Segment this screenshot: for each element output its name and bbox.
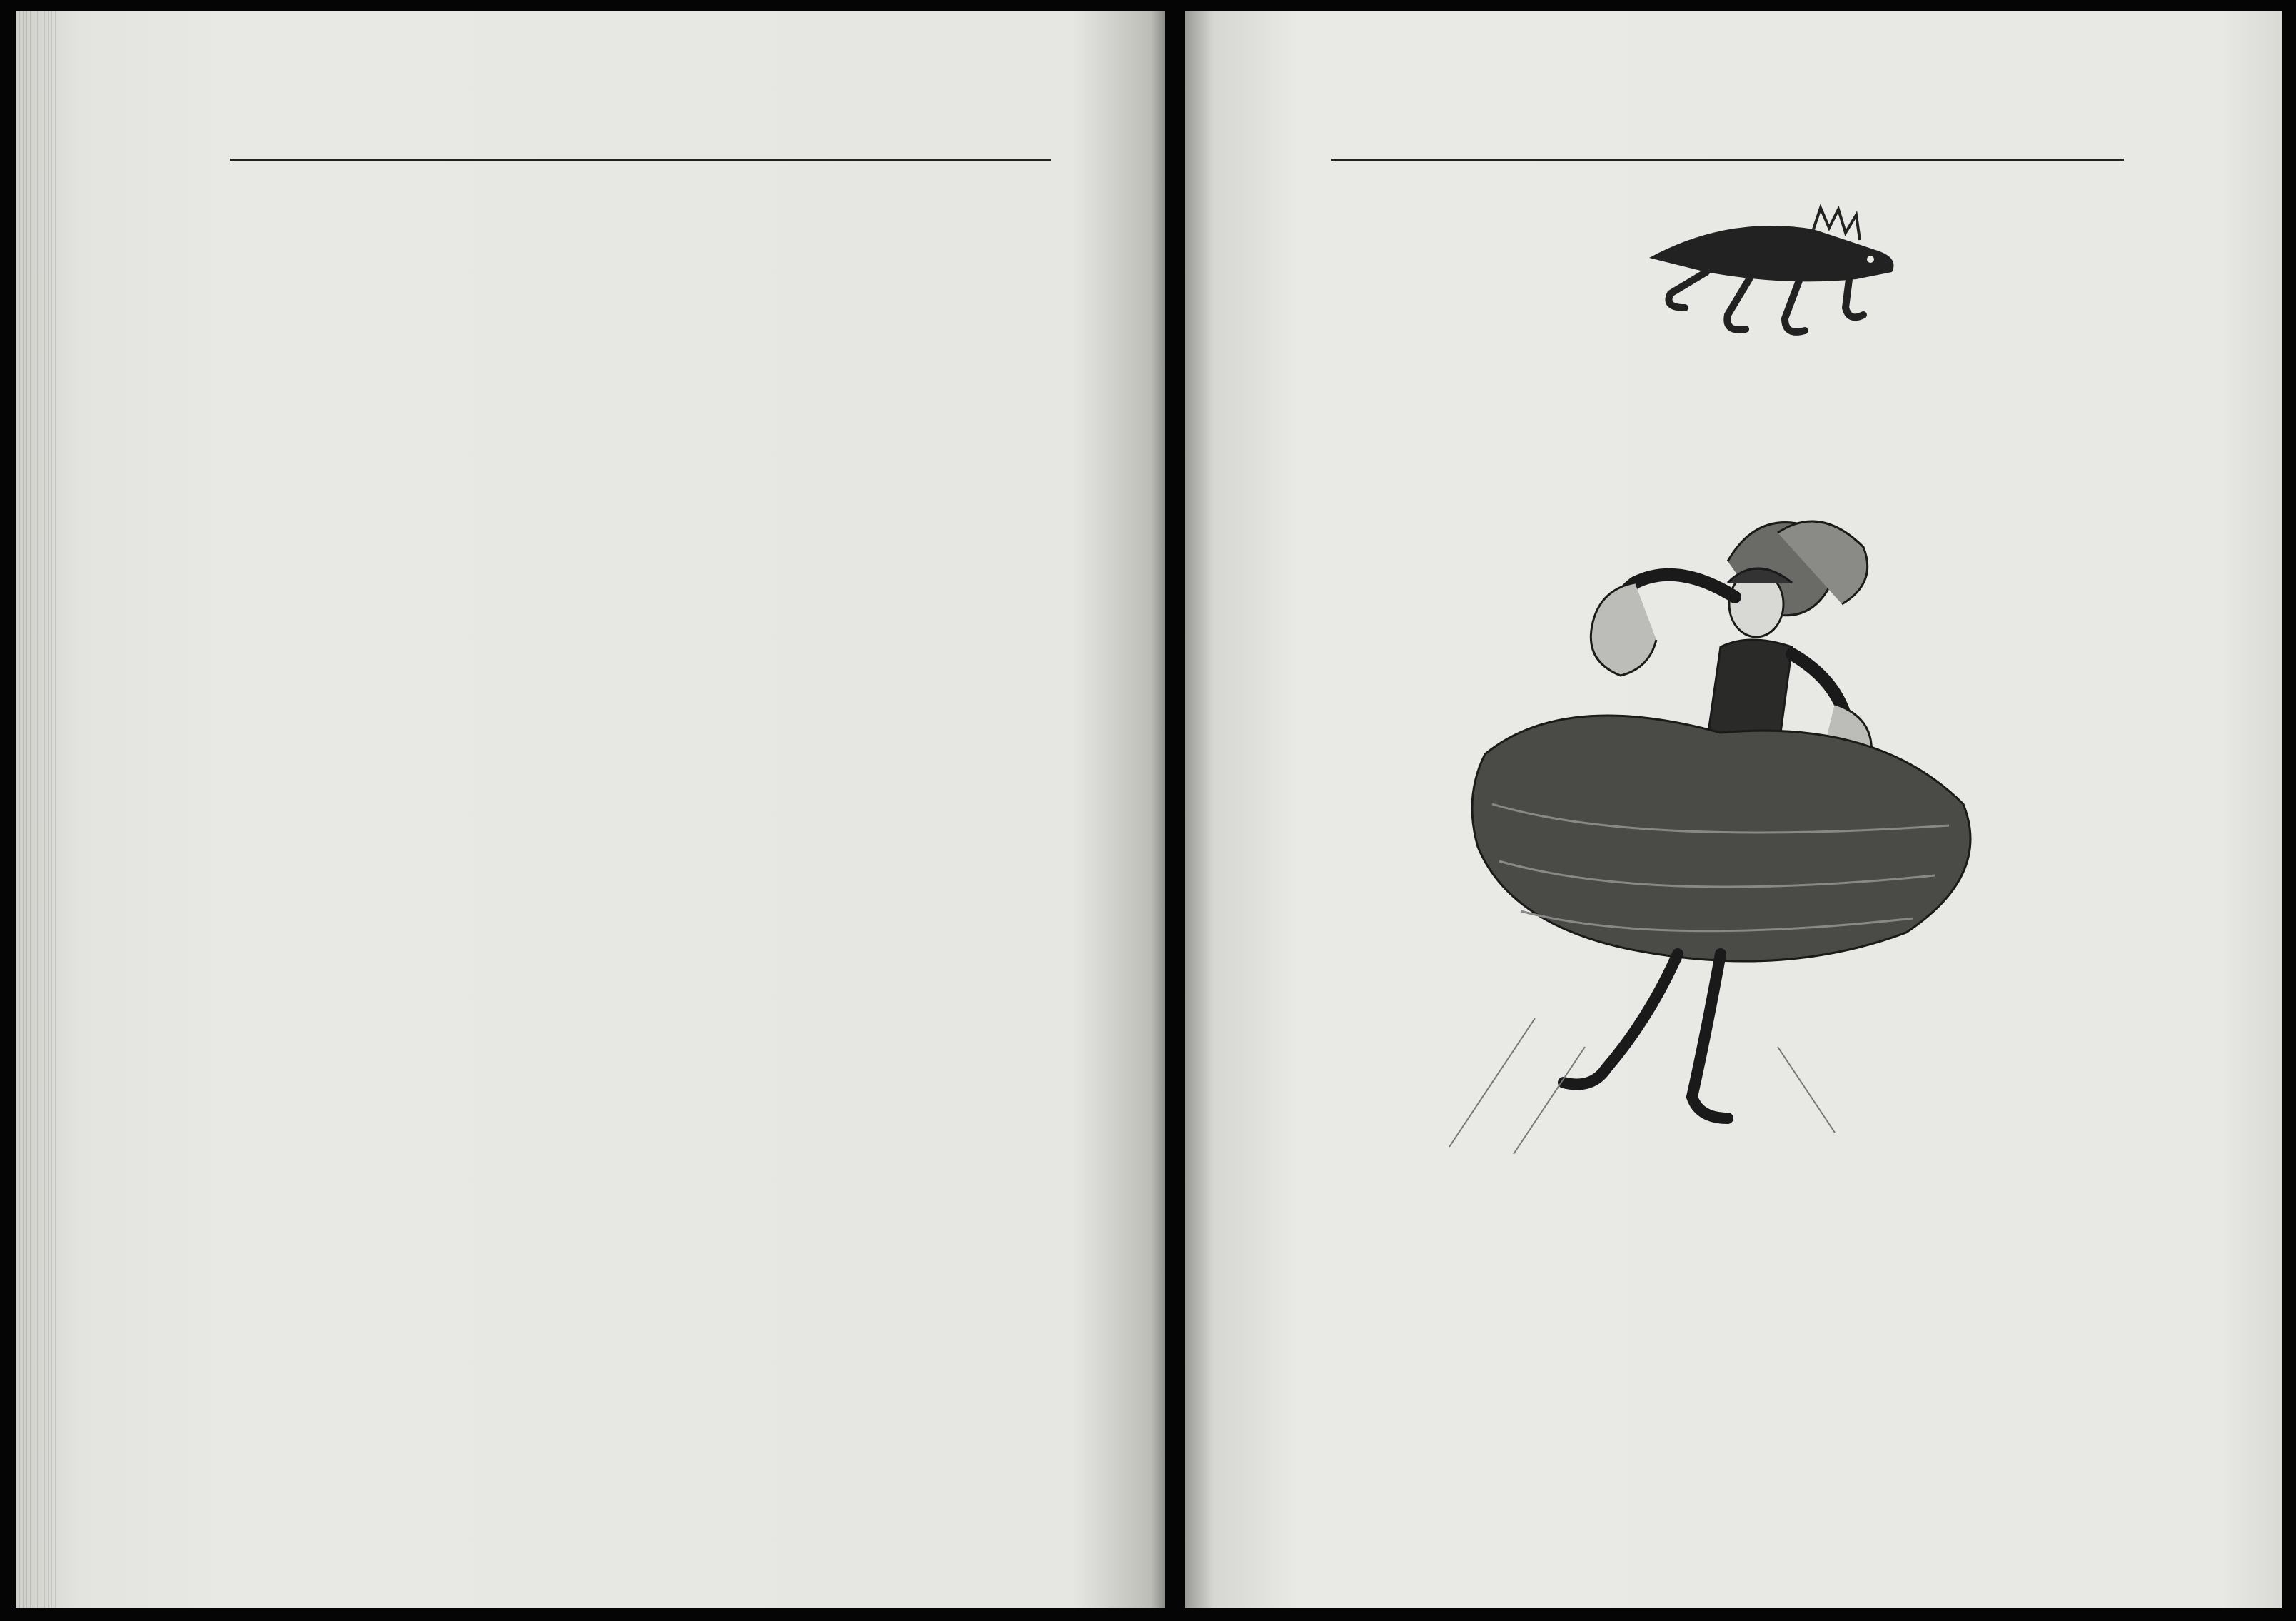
dragon-vignette — [1642, 201, 1906, 365]
header-rule-right — [1331, 159, 2124, 161]
page-edges — [16, 11, 59, 1608]
right-page — [1185, 11, 2282, 1608]
header-rule-left — [230, 159, 1051, 161]
dancer-illustration — [1421, 504, 2020, 1161]
left-page — [16, 11, 1165, 1608]
left-text — [233, 187, 1062, 207]
